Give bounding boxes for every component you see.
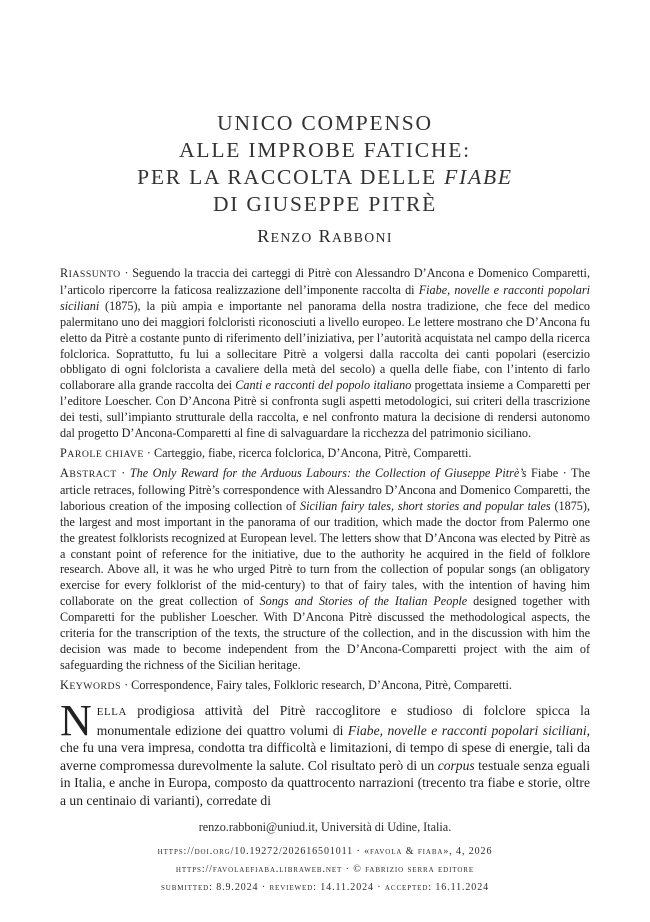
doi-line: https://doi.org/10.19272/202616501011 · «favola & fiaba», 4, 2026 [157, 846, 493, 857]
keywords-paragraph [60, 678, 590, 695]
drop-cap: N [60, 696, 92, 745]
abstract-text-0: · [121, 466, 130, 480]
body-paragraph [60, 696, 590, 810]
riassunto-paragraph [60, 266, 590, 442]
riassunto-text-1: · Seguendo la traccia dei carteggi di Pitrè con Alessandro D’Ancona e Domenico Comparetti, l’articolo ripercorre la faticosa realizzazione dell’imponente raccolta di [60, 266, 590, 297]
abstract-text-1: Fiabe · The article retraces, following Pitrè’s correspondence with Alessandro D’Ancona and Domenico Comparetti, the laborious creation of the imposing collection of [60, 466, 590, 513]
author-affiliation: renzo.rabboni@uniud.it, Università di Udine, Italia. [198, 820, 452, 834]
title-line-3-text: PER LA RACCOLTA DELLE [137, 165, 445, 189]
body-text-2: , che fu una vera impresa, condotta tra difficoltà e limitazioni, di tempo di spese di energie, tali da averne compromessa durevolmente la salute. Col risultato però di un [60, 722, 590, 773]
author-last-initial: R [318, 226, 332, 246]
keywords-label-rest: EYWORDS [69, 681, 122, 692]
abstract-label-rest: BSTRACT [69, 469, 117, 480]
parole-chiave-text: · Carteggio, fiabe, ricerca folclorica, D’Ancona, Pitrè, Comparetti. [146, 446, 472, 460]
riassunto-text-3: progettata insieme a Comparetti per l’editore Loescher. Con D’Ancona Pitrè si confronta sugli aspetti metodologici, sui criteri della trascrizione dei testi, sull’impianto strutturale della raccolta, e nel confronto matura la decisione di rendersi autonomo dal progetto D’Ancona-Comparetti al fine di salvaguardare la ricchezza del patrimonio siciliano. [60, 378, 591, 441]
riassunto-label-initial: R [60, 266, 69, 280]
abstract-label [60, 466, 117, 480]
abstract-italic-2: Songs and Stories of the Italian People [259, 594, 468, 609]
riassunto-label [60, 266, 121, 280]
parole-chiave-paragraph [60, 446, 590, 463]
author-name [0, 226, 650, 247]
author-last-rest: ABBONI [331, 230, 393, 245]
parole-chiave-label [60, 446, 144, 460]
keywords-label-initial: K [60, 678, 70, 692]
body-text-3: testuale senza eguali in Italia, e anche in Europa, composto da quattrocento narrazioni (trecento tra fiabe e storie, oltre a un centinaio di varianti), corredate di [60, 757, 590, 808]
abstract-label-initial: A [60, 466, 70, 480]
abstract-text-2: (1875), the largest and most important in the panorama of our tradition, which made the doctor from Palermo one the greatest folklorists recognized at European level. The letters show that D’Ancona was elected by Pitrè as a constant point of reference for the initiative, due to the authority he acquired in the field of folklore research. Above all, it was he who urged Pitrè to turn from the collection of popular songs (an obligatory exercise for every folklorist of the mid-century) to that of fairy tales, with the intention of having him collaborate on the great collection of [60, 498, 590, 609]
author-first-initial: R [257, 226, 271, 246]
keywords-label [60, 678, 121, 692]
abstract-paragraph [60, 466, 590, 674]
submission-dates: submitted: 8.9.2024 · reviewed: 14.11.2024 · accepted: 16.11.2024 [160, 882, 490, 893]
body-text-1: prodigiosa attività del Pitrè raccoglitore e studioso di folclore spicca la monumentale edizione dei quattro volumi di [96, 703, 590, 738]
website-line: https://favolaefiaba.libraweb.net · © fabrizio serra editore [175, 864, 475, 875]
title-italic-word: FIABE [444, 165, 513, 189]
title-line-1: UNICO COMPENSO [217, 111, 433, 135]
riassunto-italic-1: Fiabe, novelle e racconti popolari siciliani [60, 282, 590, 313]
title-line-3 [0, 164, 650, 191]
riassunto-label-rest: IASSUNTO [68, 269, 121, 280]
parole-chiave-label-rest: AROLE CHIAVE [67, 449, 144, 460]
author-first-rest: ENZO [270, 230, 313, 245]
parole-chiave-label-initial: P [60, 446, 68, 460]
abstract-text-3: designed together with Comparetti for the publisher Loescher. With D’Ancona Pitrè discussed the methodological aspects, the criteria for the transcription of the texts, the structure of the collection, and in the discussion with him the decision was made to become independent from the D’Ancona-Comparetti project with the aim of safeguarding the richness of the Sicilian heritage. [60, 594, 591, 672]
body-italic-2: corpus [437, 757, 475, 773]
riassunto-italic-2: Canti e racconti del popolo italiano [235, 378, 412, 393]
title-line-4: DI GIUSEPPE PITRÈ [212, 192, 438, 216]
riassunto-text-2: (1875), la più ampia e importante nel panorama della nostra tradizione, che fece del medico palermitano uno dei maggiori folcloristi riconosciuti a livello europeo. Le lettere mostrano che D’Ancona fu eletto da Pitrè a costante punto di riferimento dell’iniziativa, per l’autorità acquistata nel campo della ricerca folclorica. Soprattutto, fu lui a sollecitare Pitrè a volgersi dalla raccolta dei canti popolari (esercizio obbligato di ogni folclorista a cavaliere della metà del secolo) a quella delle fiabe, con l’intento di farlo collaborare alla grande raccolta dei [60, 298, 590, 393]
title-line-2: ALLE IMPROBE FATICHE: [179, 138, 471, 162]
body-smallcaps-lead: ELLA [96, 706, 127, 718]
body-italic-1: Fiabe, novelle e racconti popolari siciliani [347, 722, 587, 738]
abstract-italic-1: Sicilian fairy tales, short stories and popular tales [300, 498, 551, 513]
abstract-italic-title: The Only Reward for the Arduous Labours: the Collection of Giuseppe Pitrè’s [129, 466, 527, 480]
article-title [0, 110, 650, 218]
keywords-text: · Correspondence, Fairy tales, Folkloric research, D’Ancona, Pitrè, Comparetti. [124, 678, 512, 692]
